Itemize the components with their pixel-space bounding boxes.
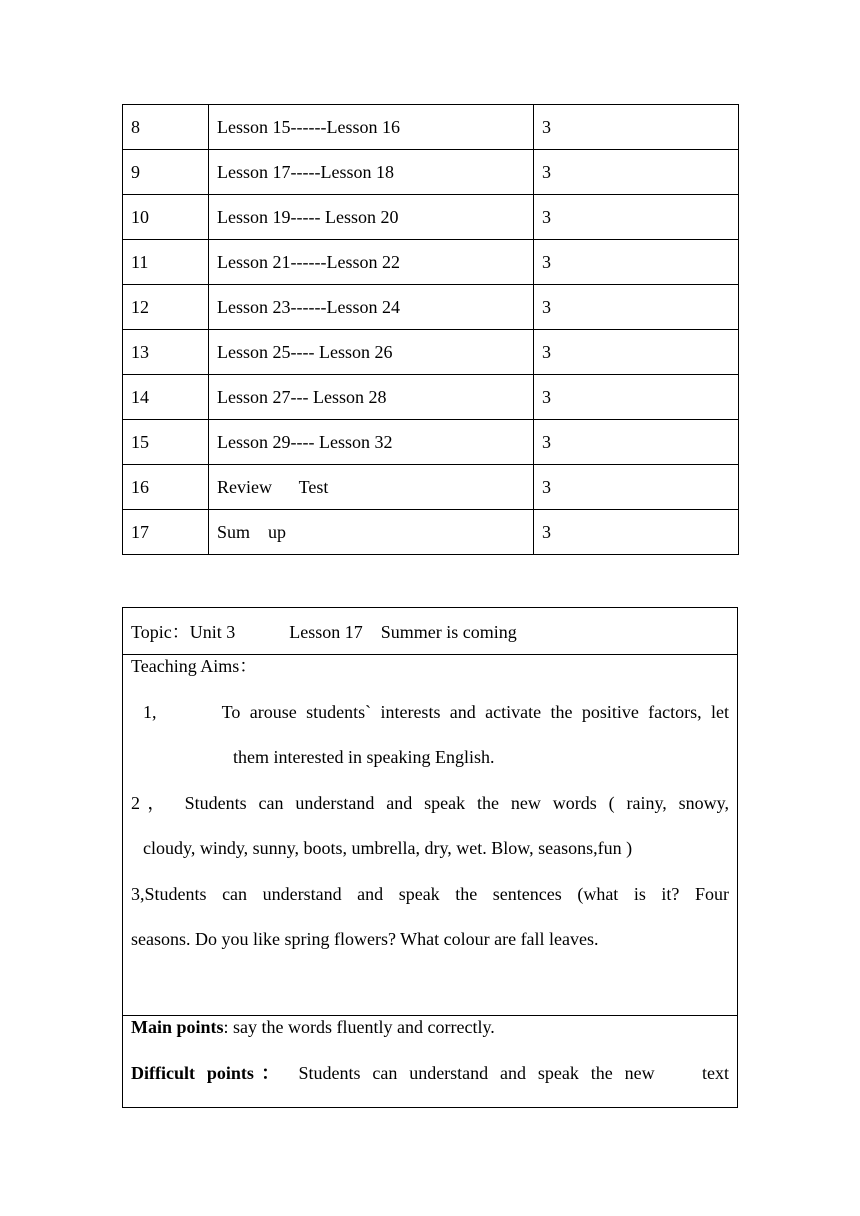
schedule-row — [123, 420, 739, 465]
week-cell: 10 — [123, 195, 209, 240]
key-points-cell — [123, 1016, 738, 1108]
week-cell: 14 — [123, 375, 209, 420]
schedule-row — [123, 240, 739, 285]
main-points-label: Main points — [131, 1017, 224, 1037]
hours-cell: 3 — [534, 150, 739, 195]
week-cell: 13 — [123, 330, 209, 375]
aim-1-line-1: 1, To arouse students` interests and activate the positive factors, let — [143, 701, 729, 722]
week-cell: 16 — [123, 465, 209, 510]
hours-cell: 3 — [534, 420, 739, 465]
schedule-row — [123, 285, 739, 330]
main-points-text: : say the words fluently and correctly. — [223, 1017, 495, 1037]
hours-cell: 3 — [534, 465, 739, 510]
week-cell: 9 — [123, 150, 209, 195]
week-cell: 15 — [123, 420, 209, 465]
schedule-row — [123, 465, 739, 510]
schedule-body — [123, 105, 739, 555]
lessons-cell: Lesson 29---- Lesson 32 — [209, 420, 534, 465]
schedule-row — [123, 150, 739, 195]
teaching-aims-cell — [123, 655, 738, 1016]
schedule-row — [123, 330, 739, 375]
hours-cell: 3 — [534, 195, 739, 240]
lessons-cell: Lesson 19----- Lesson 20 — [209, 195, 534, 240]
aims-heading: Teaching Aims： — [131, 656, 258, 676]
hours-cell: 3 — [534, 375, 739, 420]
week-cell: 8 — [123, 105, 209, 150]
lesson-plan-table — [122, 607, 738, 1108]
aim-2-line-2: cloudy, windy, sunny, boots, umbrella, dry, wet. Blow, seasons,fun ) — [143, 838, 633, 858]
hours-cell: 3 — [534, 510, 739, 555]
lesson-schedule-table — [122, 104, 739, 555]
schedule-row — [123, 105, 739, 150]
week-cell: 11 — [123, 240, 209, 285]
schedule-row — [123, 195, 739, 240]
lessons-cell: Review Test — [209, 465, 534, 510]
aim-3-line-2: seasons. Do you like spring flowers? What colour are fall leaves. — [131, 929, 599, 949]
aim-2-line-1: 2， Students can understand and speak the new words ( rainy, snowy, — [131, 792, 729, 813]
lessons-cell: Lesson 21------Lesson 22 — [209, 240, 534, 285]
week-cell: 12 — [123, 285, 209, 330]
aim-1-line-2: them interested in speaking English. — [233, 747, 495, 767]
lessons-cell: Lesson 25---- Lesson 26 — [209, 330, 534, 375]
topic-row — [123, 608, 738, 655]
difficult-points-text: Students can understand and speak the new text — [298, 1062, 730, 1083]
lessons-cell: Sum up — [209, 510, 534, 555]
lessons-cell: Lesson 17-----Lesson 18 — [209, 150, 534, 195]
aim-3-line-1: 3,Students can understand and speak the sentences (what is it? Four — [131, 883, 729, 904]
lessons-cell: Lesson 15------Lesson 16 — [209, 105, 534, 150]
schedule-row — [123, 510, 739, 555]
main-points-line — [131, 1016, 729, 1062]
difficult-points-line — [131, 1062, 729, 1108]
hours-cell: 3 — [534, 105, 739, 150]
lessons-cell: Lesson 23------Lesson 24 — [209, 285, 534, 330]
schedule-row — [123, 375, 739, 420]
difficult-points-label: Difficult points： — [131, 1062, 287, 1083]
hours-cell: 3 — [534, 285, 739, 330]
hours-cell: 3 — [534, 330, 739, 375]
lessons-cell: Lesson 27--- Lesson 28 — [209, 375, 534, 420]
aims-row — [123, 655, 738, 1016]
week-cell: 17 — [123, 510, 209, 555]
hours-cell: 3 — [534, 240, 739, 285]
topic-cell: Topic：Unit 3 Lesson 17 Summer is coming — [123, 608, 738, 655]
points-row — [123, 1016, 738, 1108]
